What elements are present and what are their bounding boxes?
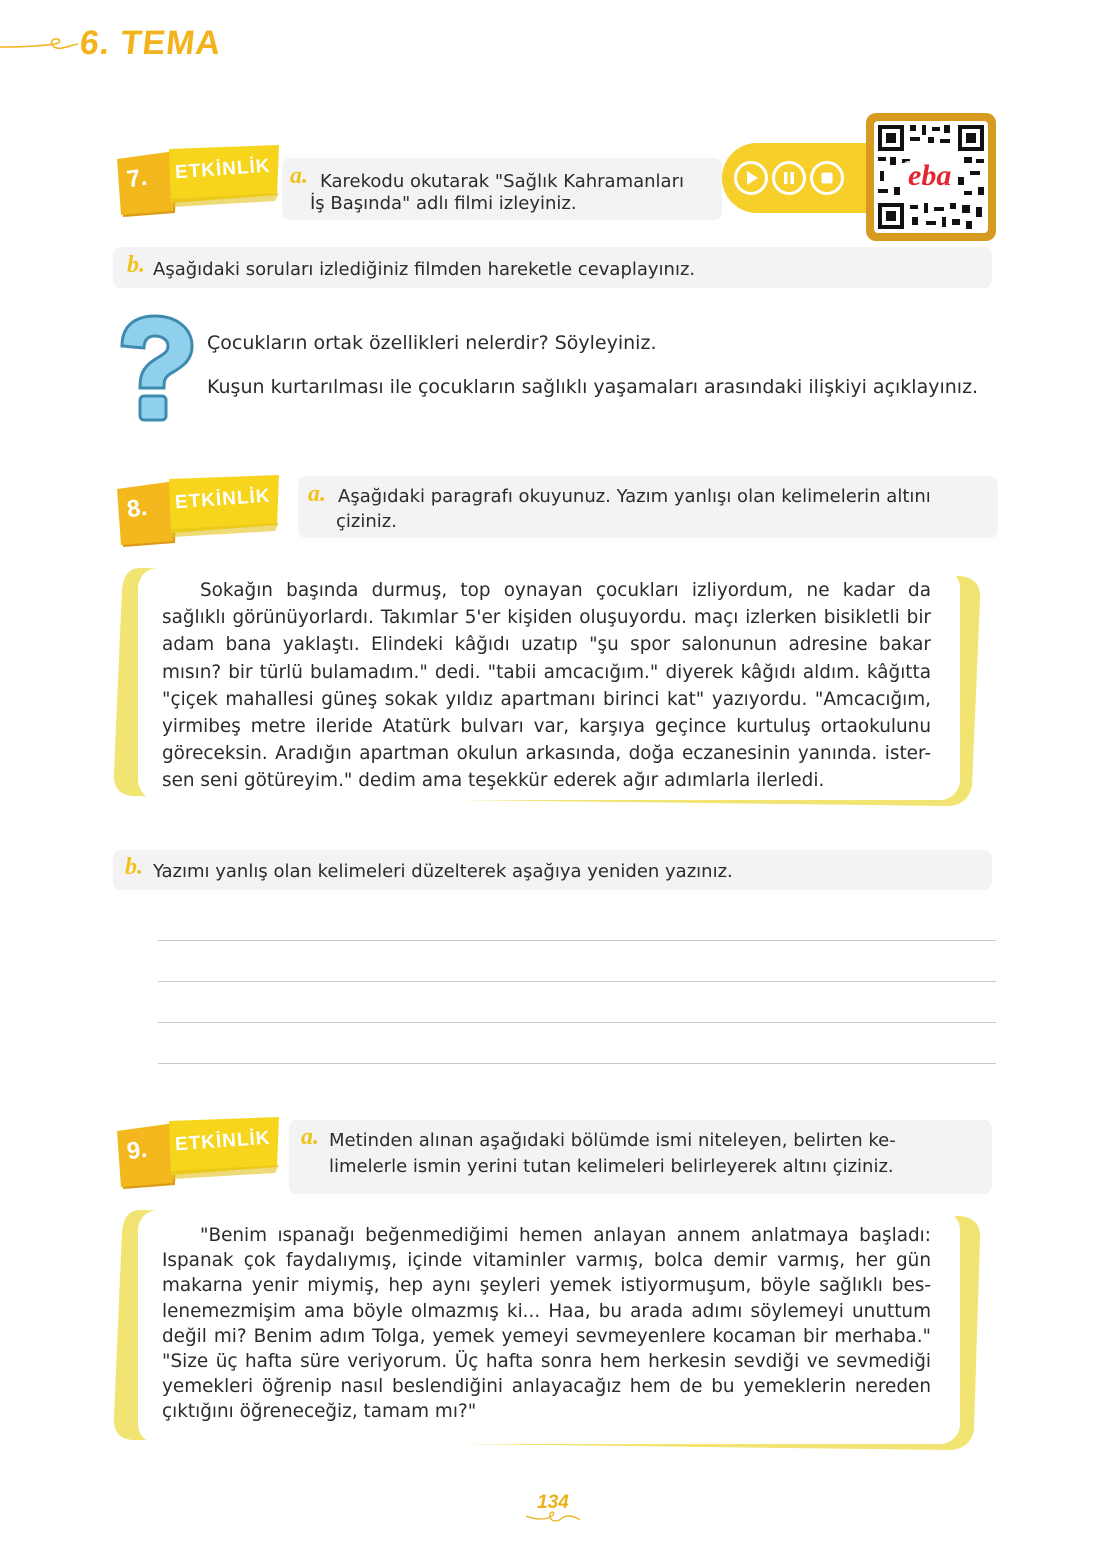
pause-button[interactable] — [772, 161, 806, 195]
discussion-question: Çocukların ortak özellikleri nelerdir? Söyleyiniz. — [207, 332, 657, 354]
activity-9-paragraph-panel — [110, 1208, 990, 1456]
activity-8-badge — [113, 473, 283, 543]
qr-code-frame[interactable] — [866, 113, 996, 241]
paragraph-text: "Benim ıspanağı beğenmediğimi hemen anlayan annem anlatmaya başladı: Ispanak çok faydalıymış, içinde vitaminler varmış, bolca demir varmış, her gün makarna yenir miymiş, hep aynı şeyleri yemek istiyormuşum, böyle sağlıklı bes-lenemezmişim ama böyle olmazmış ki... Haa, bu arada adımı söylemeyi unuttum değil mi? Benim adım Tolga, yemek yemeyi sevmeyenlere kocaman bir merhaba." "Size üç hafta süre veriyorum. Üç hafta sonra hem herkesin sevdiği ve sevmediği yemekleri öğrenip nasıl beslendiğini anlayacağız hem de bu yemeklerin nereden çıktığını öğreneceğiz, tamam mı?" — [162, 1225, 931, 1423]
activity-7-badge — [113, 143, 283, 213]
activity-number: 8. — [125, 493, 149, 524]
discussion-question: Kuşun kurtarılması ile çocukların sağlıklı yaşamaları arasındaki ilişkiyi açıklayınız. — [207, 376, 979, 398]
activity-number: 7. — [125, 163, 149, 194]
activity-8-paragraph-panel — [110, 566, 990, 812]
instruction-line: Aşağıdaki soruları izlediğiniz filmden hareketle cevaplayınız. — [153, 259, 696, 280]
page-number — [522, 1490, 584, 1530]
answer-line[interactable] — [158, 1063, 996, 1064]
play-icon — [737, 164, 765, 192]
item-letter: b. — [125, 854, 143, 880]
instruction-line: Aşağıdaki paragrafı okuyunuz. Yazım yanlışı olan kelimelerin altını — [338, 486, 931, 507]
pause-icon — [775, 164, 803, 192]
activity-8-a-box — [298, 476, 998, 538]
item-letter: a. — [290, 163, 308, 189]
instruction-line: Karekodu okutarak "Sağlık Kahramanları — [320, 171, 684, 192]
instruction-line: Metinden alınan aşağıdaki bölümde ismi niteleyen, belirten ke- — [329, 1130, 896, 1151]
activity-9-a-box — [289, 1120, 992, 1194]
paragraph-text: Sokağın başında durmuş, top oynayan çocukları izliyordum, ne kadar da sağlıklı görünüyorlardı. Takımlar 5'er kişiden oluşuyordu. maçı izlerken bisikletli bir adam bana yaklaştı. Elindeki kâğıdı uzatıp "şu spor salonunun adresine bakar mısın? bir türlü bulamadım." dedi. "tabii amcacığım." diyerek kâğıdı aldım. kâğıtta "çiçek mahallesi güneş sokak yıldız apartmanı birinci kat" yazıyordu. "Amcacığım, yirmibeş metre ileride Atatürk bulvarı var, karşıya geçince kurtuluş ortaokulunu göreceksin. Aradığın apartman okulun arkasında, doğa eczanesinin yanında. ister-sen seni götüreyim." dedim ama teşekkür ederek ağır adımlarla ilerledi. — [162, 580, 931, 792]
instruction-line: Yazımı yanlış olan kelimeleri düzelterek aşağıya yeniden yazınız. — [153, 861, 733, 882]
activity-8-b-box — [113, 850, 992, 890]
instruction-line: limelerle ismin yerini tutan kelimeleri belirleyerek altını çiziniz. — [329, 1156, 894, 1177]
activity-label: ETKİNLİK — [174, 1127, 272, 1156]
activity-number: 9. — [125, 1135, 149, 1166]
activity-label: ETKİNLİK — [174, 155, 272, 184]
answer-line[interactable] — [158, 940, 996, 941]
activity-7-b-box — [113, 247, 992, 288]
swirl-decoration-icon — [0, 14, 90, 64]
activity-9-badge — [113, 1115, 283, 1185]
instruction-line: İş Başında" adlı filmi izleyiniz. — [310, 193, 577, 214]
stop-icon — [813, 164, 841, 192]
play-button[interactable] — [734, 161, 768, 195]
theme-header — [0, 14, 260, 64]
item-letter: b. — [127, 252, 145, 278]
activity-7-a-box — [282, 158, 722, 220]
stop-button[interactable] — [810, 161, 844, 195]
answer-line[interactable] — [158, 981, 996, 982]
question-mark-icon — [110, 312, 200, 427]
media-controls — [722, 143, 872, 213]
answer-line[interactable] — [158, 1022, 996, 1023]
page-number-text: 134 — [537, 1492, 569, 1513]
activity-label: ETKİNLİK — [174, 485, 272, 514]
instruction-line: çiziniz. — [336, 511, 397, 532]
eba-logo: eba — [904, 161, 955, 191]
item-letter: a. — [308, 481, 326, 507]
theme-title: 6. TEMA — [78, 24, 224, 62]
item-letter: a. — [301, 1124, 319, 1150]
qr-code[interactable] — [874, 121, 988, 233]
